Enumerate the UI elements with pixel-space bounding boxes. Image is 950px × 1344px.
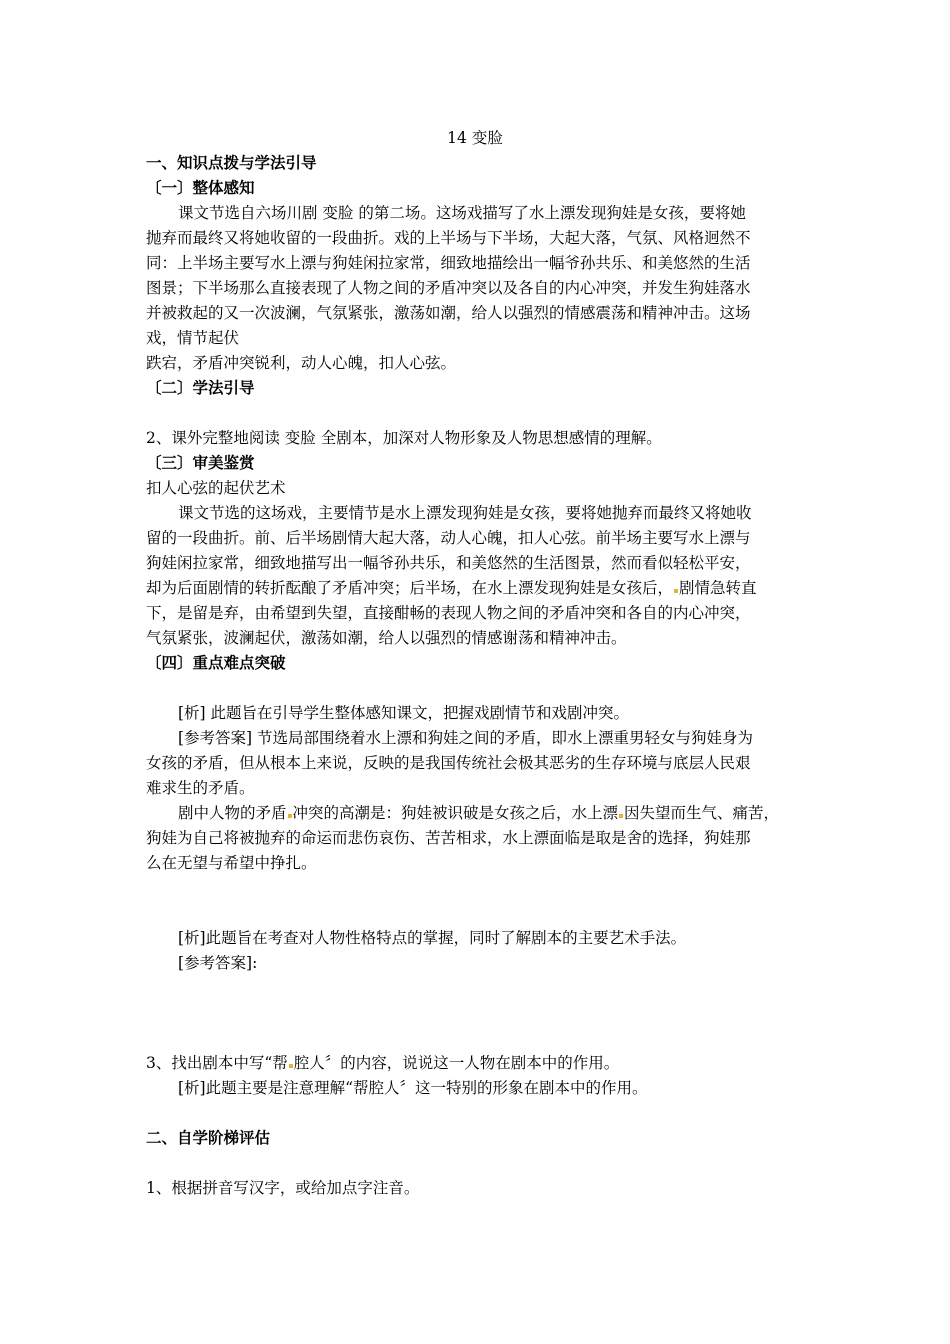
text-span: 腔人〞的内容，说说这一人物在剧本中的作用。: [293, 1054, 620, 1072]
comment-marker: [674, 589, 678, 593]
paragraph-line: [析]此题主要是注意理解“帮腔人〞这一特别的形象在剧本中的作用。: [178, 1079, 648, 1097]
paragraph-line: 难求生的矛盾。: [146, 779, 255, 797]
subheading-aesthetic: 〔三〕审美鉴赏: [146, 453, 255, 472]
section-heading-2: 二、自学阶梯评估: [146, 1128, 271, 1147]
section-heading-1: 一、知识点拨与学法引导: [146, 153, 317, 172]
paragraph-line: [析]此题旨在考查对人物性格特点的掌握，同时了解剧本的主要艺术手法。: [178, 929, 687, 947]
paragraph-line: 图景；下半场那么直接表现了人物之间的矛盾冲突以及各自的内心冲突，并发生狗娃落水: [146, 279, 751, 297]
paragraph-line: [146, 578, 757, 598]
comment-marker: [289, 1064, 293, 1068]
paragraph-line: 课文节选自六场川剧 变脸 的第二场。这场戏描写了水上漂发现狗娃是女孩，要将她: [178, 204, 746, 222]
paragraph-line: 2、课外完整地阅读 变脸 全剧本，加深对人物形象及人物思想感情的理解。: [146, 429, 662, 447]
subheading-overall: 〔一〕整体感知: [146, 178, 255, 197]
paragraph-line: 狗娃为自己将被抛弃的命运而悲伤哀伤、苦苦相求，水上漂面临是取是舍的选择，狗娃那: [146, 829, 751, 847]
paragraph-line: 留的一段曲折。前、后半场剧情大起大落，动人心魄，扣人心弦。前半场主要写水上漂与: [146, 529, 751, 547]
text-span: 却为后面剧情的转折酝酿了矛盾冲突；后半场，在水上漂发现狗娃是女孩后，: [146, 579, 674, 597]
subheading-key-points: 〔四〕重点难点突破: [146, 653, 286, 672]
paragraph-line: 跌宕，矛盾冲突锐利，动人心魄，扣人心弦。: [146, 354, 457, 372]
paragraph-line: [参考答案]:: [178, 954, 258, 972]
paragraph-line: [析] 此题旨在引导学生整体感知课文，把握戏剧情节和戏剧冲突。: [178, 704, 630, 722]
text-span: 剧情急转直: [679, 579, 757, 597]
text-span: 冲突的高潮是：狗娃被识破是女孩之后，水上漂: [292, 804, 619, 822]
text-span: 因失望而生气、痛苦，: [624, 804, 780, 822]
paragraph-line: 下，是留是弃，由希望到失望，直接酣畅的表现人物之间的矛盾冲突和各自的内心冲突，: [146, 604, 751, 622]
paragraph-line: [146, 1053, 619, 1073]
paragraph-line: 抛弃而最终又将她收留的一段曲折。戏的上半场与下半场，大起大落，气氛、风格迥然不: [146, 229, 751, 247]
paragraph-line: 戏，情节起伏: [146, 329, 240, 347]
comment-marker: [288, 814, 292, 818]
document-title: 14 变脸: [447, 129, 503, 147]
paragraph-line: 么在无望与希望中挣扎。: [146, 854, 317, 872]
paragraph-line: [178, 803, 779, 823]
paragraph-line: 1、根据拼音写汉字，或给加点字注音。: [146, 1179, 420, 1197]
paragraph-line: 女孩的矛盾，但从根本上来说，反映的是我国传统社会极其恶劣的生存环境与底层人民艰: [146, 754, 751, 772]
paragraph-line: [参考答案] 节选局部围绕着水上漂和狗娃之间的矛盾，即水上漂重男轻女与狗娃身为: [178, 729, 754, 747]
text-span: 剧中人物的矛盾: [178, 804, 287, 822]
subheading-method: 〔二〕学法引导: [146, 378, 255, 397]
comment-marker: [619, 814, 623, 818]
paragraph-line: 气氛紧张，波澜起伏，激荡如潮，给人以强烈的情感谢荡和精神冲击。: [146, 629, 627, 647]
paragraph-line: 课文节选的这场戏，主要情节是水上漂发现狗娃是女孩，要将她抛弃而最终又将她收: [178, 504, 752, 522]
paragraph-line: 扣人心弦的起伏艺术: [146, 479, 286, 497]
paragraph-line: 同：上半场主要写水上漂与狗娃闲拉家常，细致地描绘出一幅爷孙共乐、和美悠然的生活: [146, 254, 751, 272]
paragraph-line: 狗娃闲拉家常，细致地描写出一幅爷孙共乐，和美悠然的生活图景，然而看似轻松平安，: [146, 554, 751, 572]
text-span: 3、找出剧本中写“帮: [146, 1054, 288, 1072]
paragraph-line: 并被救起的又一次波澜，气氛紧张，激荡如潮，给人以强烈的情感震荡和精神冲击。这场: [146, 304, 751, 322]
